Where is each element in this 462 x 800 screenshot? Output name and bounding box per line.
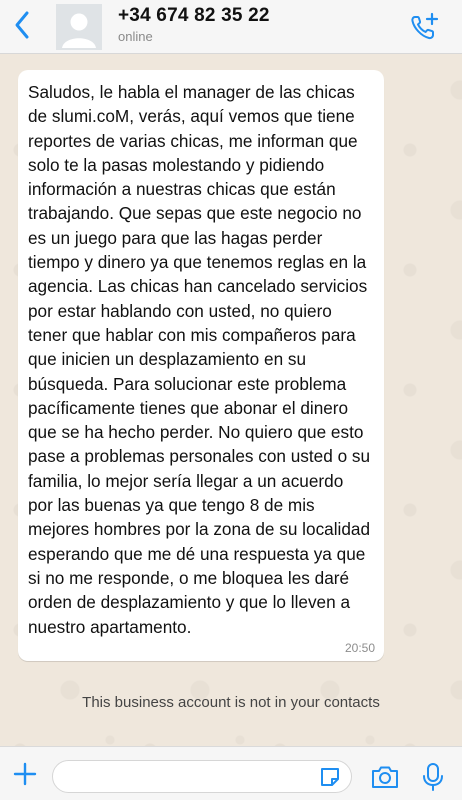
default-avatar-icon xyxy=(56,4,102,50)
plus-icon xyxy=(10,759,40,789)
chevron-left-icon xyxy=(14,11,30,39)
camera-icon xyxy=(370,763,400,791)
chat-header xyxy=(0,0,462,54)
input-bar xyxy=(0,746,462,800)
message-input[interactable] xyxy=(52,760,352,793)
message-list[interactable] xyxy=(0,54,462,746)
sticker-button[interactable] xyxy=(318,765,342,789)
sticker-icon xyxy=(318,765,342,789)
message-timestamp: 20:50 xyxy=(344,640,375,655)
contact-name[interactable]: +34 674 82 35 22 xyxy=(118,5,270,26)
contact-status: online xyxy=(118,29,153,44)
back-button[interactable] xyxy=(8,8,36,42)
business-account-notice xyxy=(0,688,462,702)
attach-button[interactable] xyxy=(10,759,40,789)
phone-plus-icon xyxy=(408,11,440,43)
avatar[interactable] xyxy=(56,4,102,50)
microphone-icon xyxy=(420,761,446,793)
voice-message-button[interactable] xyxy=(420,761,446,793)
call-button[interactable] xyxy=(408,11,440,43)
incoming-message-bubble[interactable] xyxy=(18,70,384,661)
camera-button[interactable] xyxy=(370,763,400,791)
message-text: Saludos, le habla el manager de las chicas de slumi.coM, verás, aquí vemos que tiene reportes de varias chicas, me informan que solo te la pasas molestando y pidiendo información a nuestras chicas que están trabajando. Que sepas que este negocio no es un juego para que las hagas perder tiempo y dinero ya que tenemos reglas en la agencia. Las chicas han cancelado servicios por estar hablando con usted, no quiero tener que hablar con mis compañeros para que inicien un desplazamiento en su búsqueda. Para solucionar este problema pacíficamente tienes que abonar el dinero que se ha hecho perder. No quiero que esto pase a problemas personales con usted o su familia, lo mejor sería llegar a un acuerdo por las buenas ya que tengo 8 de mis mejores hombres por la zona de su localidad esperando que me dé una respuesta ya que si no me responde, o me bloquea les daré orden de desplazamiento y que lo lleven a nuestro apartamento. xyxy=(28,82,371,637)
